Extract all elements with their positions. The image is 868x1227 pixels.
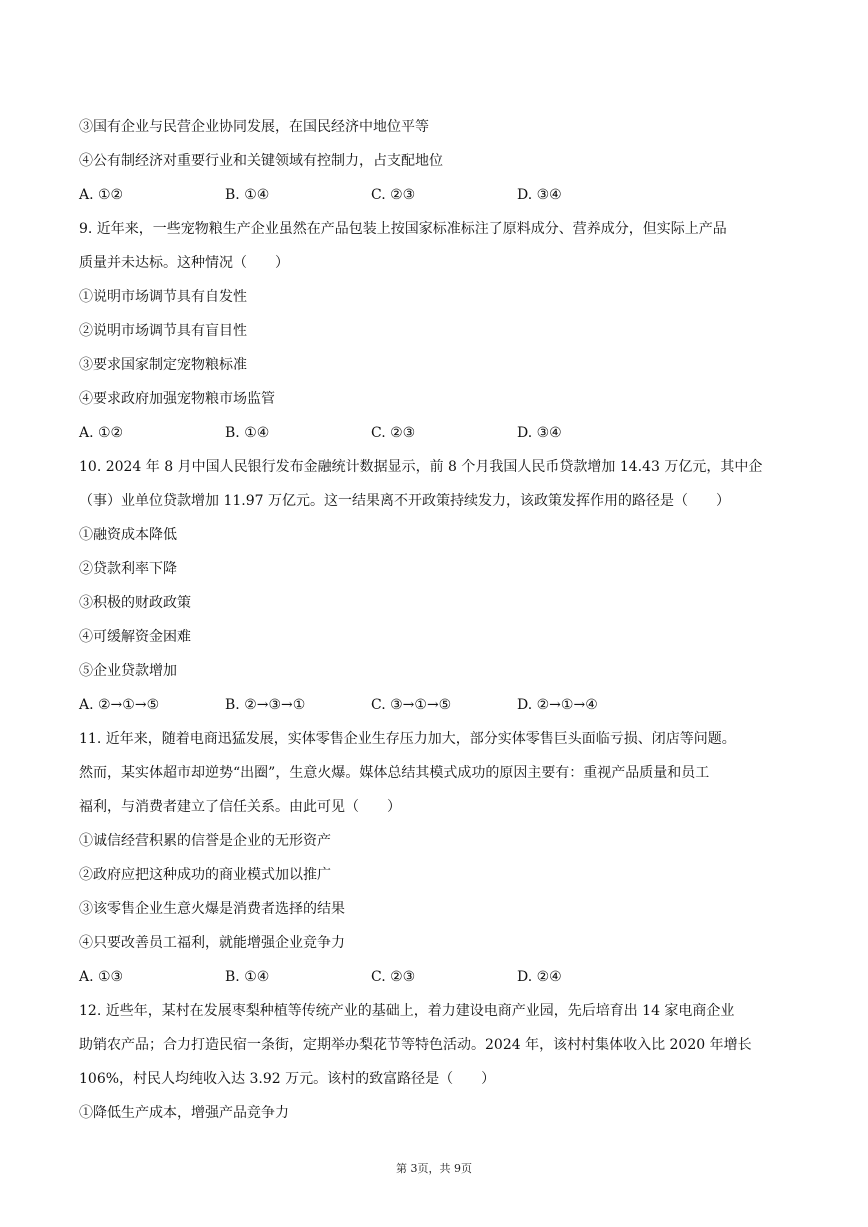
question-stem-line: 然而，某实体超市却逆势“出圈”，生意火爆。媒体总结其模式成功的原因主要有：重视产品质量和员工 bbox=[79, 765, 710, 781]
option-b: B. ①④ bbox=[225, 425, 270, 441]
question-item: ①融资成本降低 bbox=[79, 527, 177, 543]
option-c: C. ③→①→⑤ bbox=[371, 697, 452, 713]
question-item: ①降低生产成本，增强产品竞争力 bbox=[79, 1105, 289, 1121]
option-c: C. ②③ bbox=[371, 425, 416, 441]
question-item: ③该零售企业生意火爆是消费者选择的结果 bbox=[79, 901, 345, 917]
question-item: ③要求国家制定宠物粮标准 bbox=[79, 357, 247, 373]
question-item: ①说明市场调节具有自发性 bbox=[79, 289, 247, 305]
question-item: ②政府应把这种成功的商业模式加以推广 bbox=[79, 867, 331, 883]
question-item: ④只要改善员工福利，就能增强企业竞争力 bbox=[79, 935, 345, 951]
question-9 bbox=[79, 212, 791, 450]
option-d: D. ③④ bbox=[517, 425, 562, 441]
option-b: B. ①④ bbox=[225, 187, 270, 203]
exam-content bbox=[79, 110, 791, 1130]
question-stem-line: 质量并未达标。这种情况（ ） bbox=[79, 255, 289, 271]
question-12 bbox=[79, 994, 791, 1130]
page-footer: 第 3页，共 9页 bbox=[396, 1162, 472, 1175]
question-item: ④可缓解资金困难 bbox=[79, 629, 191, 645]
option-a: A. ②→①→⑤ bbox=[79, 697, 160, 713]
option-d: D. ②→①→④ bbox=[517, 697, 598, 713]
option-d: D. ②④ bbox=[517, 969, 562, 985]
question-item: ⑤企业贷款增加 bbox=[79, 663, 177, 679]
question-stem-line: 10. 2024 年 8 月中国人民银行发布金融统计数据显示，前 8 个月我国人民币贷款增加 14.43 万亿元，其中企 bbox=[79, 459, 763, 475]
question-stem-line: 106%，村民人均纯收入达 3.92 万元。该村的致富路径是（ ） bbox=[79, 1071, 496, 1087]
answer-options bbox=[79, 178, 791, 212]
option-b: B. ②→③→① bbox=[225, 697, 306, 713]
question-10 bbox=[79, 450, 791, 722]
option-a: A. ①② bbox=[79, 425, 124, 441]
question-item: ③积极的财政政策 bbox=[79, 595, 191, 611]
question-11 bbox=[79, 722, 791, 994]
option-a: A. ①③ bbox=[79, 969, 124, 985]
answer-options bbox=[79, 960, 791, 994]
option-c: C. ②③ bbox=[371, 969, 416, 985]
question-stem-line: （事）业单位贷款增加 11.97 万亿元。这一结果离不开政策持续发力，该政策发挥作用的路径是（ ） bbox=[79, 493, 730, 509]
option-a: A. ①② bbox=[79, 187, 124, 203]
answer-options bbox=[79, 688, 791, 722]
question-stem-line: 12. 近些年，某村在发展枣梨种植等传统产业的基础上，着力建设电商产业园，先后培育出 14 家电商企业 bbox=[79, 1003, 735, 1019]
answer-options bbox=[79, 416, 791, 450]
option-c: C. ②③ bbox=[371, 187, 416, 203]
question-item: ②说明市场调节具有盲目性 bbox=[79, 323, 247, 339]
question-stem-line: 11. 近年来，随着电商迅猛发展，实体零售企业生存压力加大，部分实体零售巨头面临亏损、闭店等问题。 bbox=[79, 731, 736, 747]
option-b: B. ①④ bbox=[225, 969, 270, 985]
question-item: ①诚信经营积累的信誉是企业的无形资产 bbox=[79, 833, 331, 849]
option-d: D. ③④ bbox=[517, 187, 562, 203]
question-item: ④要求政府加强宠物粮市场监管 bbox=[79, 391, 275, 407]
question-item: ②贷款利率下降 bbox=[79, 561, 177, 577]
statement-4: ④公有制经济对重要行业和关键领域有控制力，占支配地位 bbox=[79, 153, 443, 169]
question-stem-line: 9. 近年来，一些宠物粮生产企业虽然在产品包装上按国家标准标注了原料成分、营养成分，但实际上产品 bbox=[79, 221, 727, 237]
statement-3: ③国有企业与民营企业协同发展，在国民经济中地位平等 bbox=[79, 119, 429, 135]
question-stem-line: 助销农产品；合力打造民宿一条街，定期举办梨花节等特色活动。2024 年，该村村集体收入比 2020 年增长 bbox=[79, 1037, 752, 1053]
question-stem-line: 福利，与消费者建立了信任关系。由此可见（ ） bbox=[79, 799, 401, 815]
